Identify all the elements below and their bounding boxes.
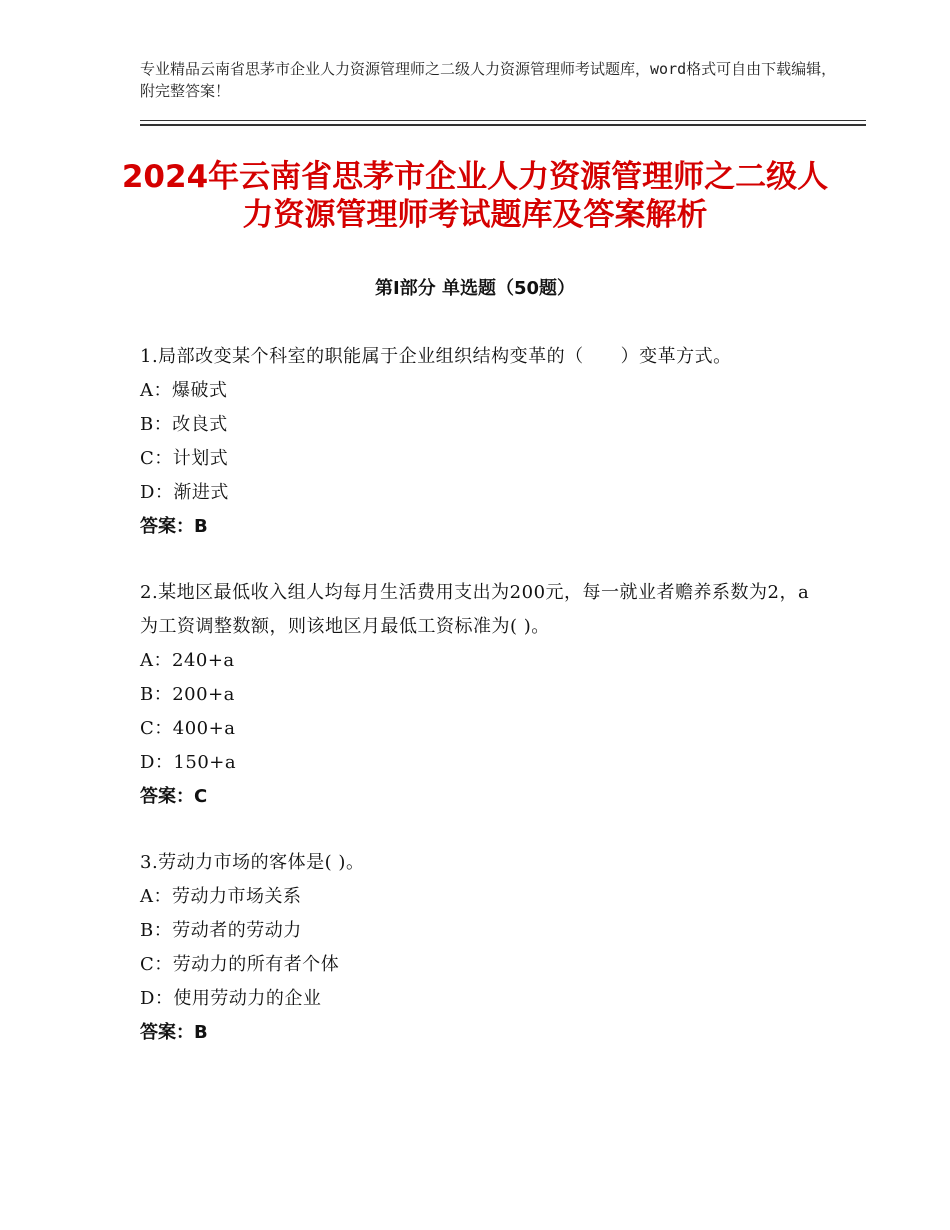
header-divider-thick <box>140 124 866 126</box>
question-stem: 2.某地区最低收入组人均每月生活费用支出为200元，每一就业者赡养系数为2，a为工资调整数额，则该地区月最低工资标准为( )。 <box>140 582 810 637</box>
question-1 <box>140 340 820 544</box>
header-divider-thin <box>140 120 866 121</box>
question-stem: 3.劳动力市场的客体是( )。 <box>140 852 365 873</box>
option-d: D：使用劳动力的企业 <box>140 988 322 1009</box>
answer-label: 答案：B <box>140 1022 208 1043</box>
question-stem: 1.局部改变某个科室的职能属于企业组织结构变革的（ ）变革方式。 <box>140 346 732 367</box>
option-a: A：爆破式 <box>140 380 228 401</box>
section-heading: 第Ⅰ部分 单选题（50题） <box>374 278 575 299</box>
document-title: 2024年云南省思茅市企业人力资源管理师之二级人力资源管理师考试题库及答案解析 <box>121 159 829 233</box>
question-3 <box>140 846 820 1050</box>
question-list <box>140 340 820 1082</box>
answer-label: 答案：C <box>140 786 208 807</box>
option-c: C：400+a <box>140 718 236 739</box>
option-b: B：200+a <box>140 684 235 705</box>
option-c: C：计划式 <box>140 448 229 469</box>
answer-label: 答案：B <box>140 516 208 537</box>
option-d: D：150+a <box>140 752 237 773</box>
header-note: 专业精品云南省思茅市企业人力资源管理师之二级人力资源管理师考试题库，word格式可自由下载编辑，附完整答案！ <box>140 60 837 100</box>
option-b: B：劳动者的劳动力 <box>140 920 302 941</box>
option-c: C：劳动力的所有者个体 <box>140 954 340 975</box>
question-2 <box>140 576 820 814</box>
option-d: D：渐进式 <box>140 482 229 503</box>
option-a: A：240+a <box>140 650 235 671</box>
option-a: A：劳动力市场关系 <box>140 886 302 907</box>
option-b: B：改良式 <box>140 414 228 435</box>
